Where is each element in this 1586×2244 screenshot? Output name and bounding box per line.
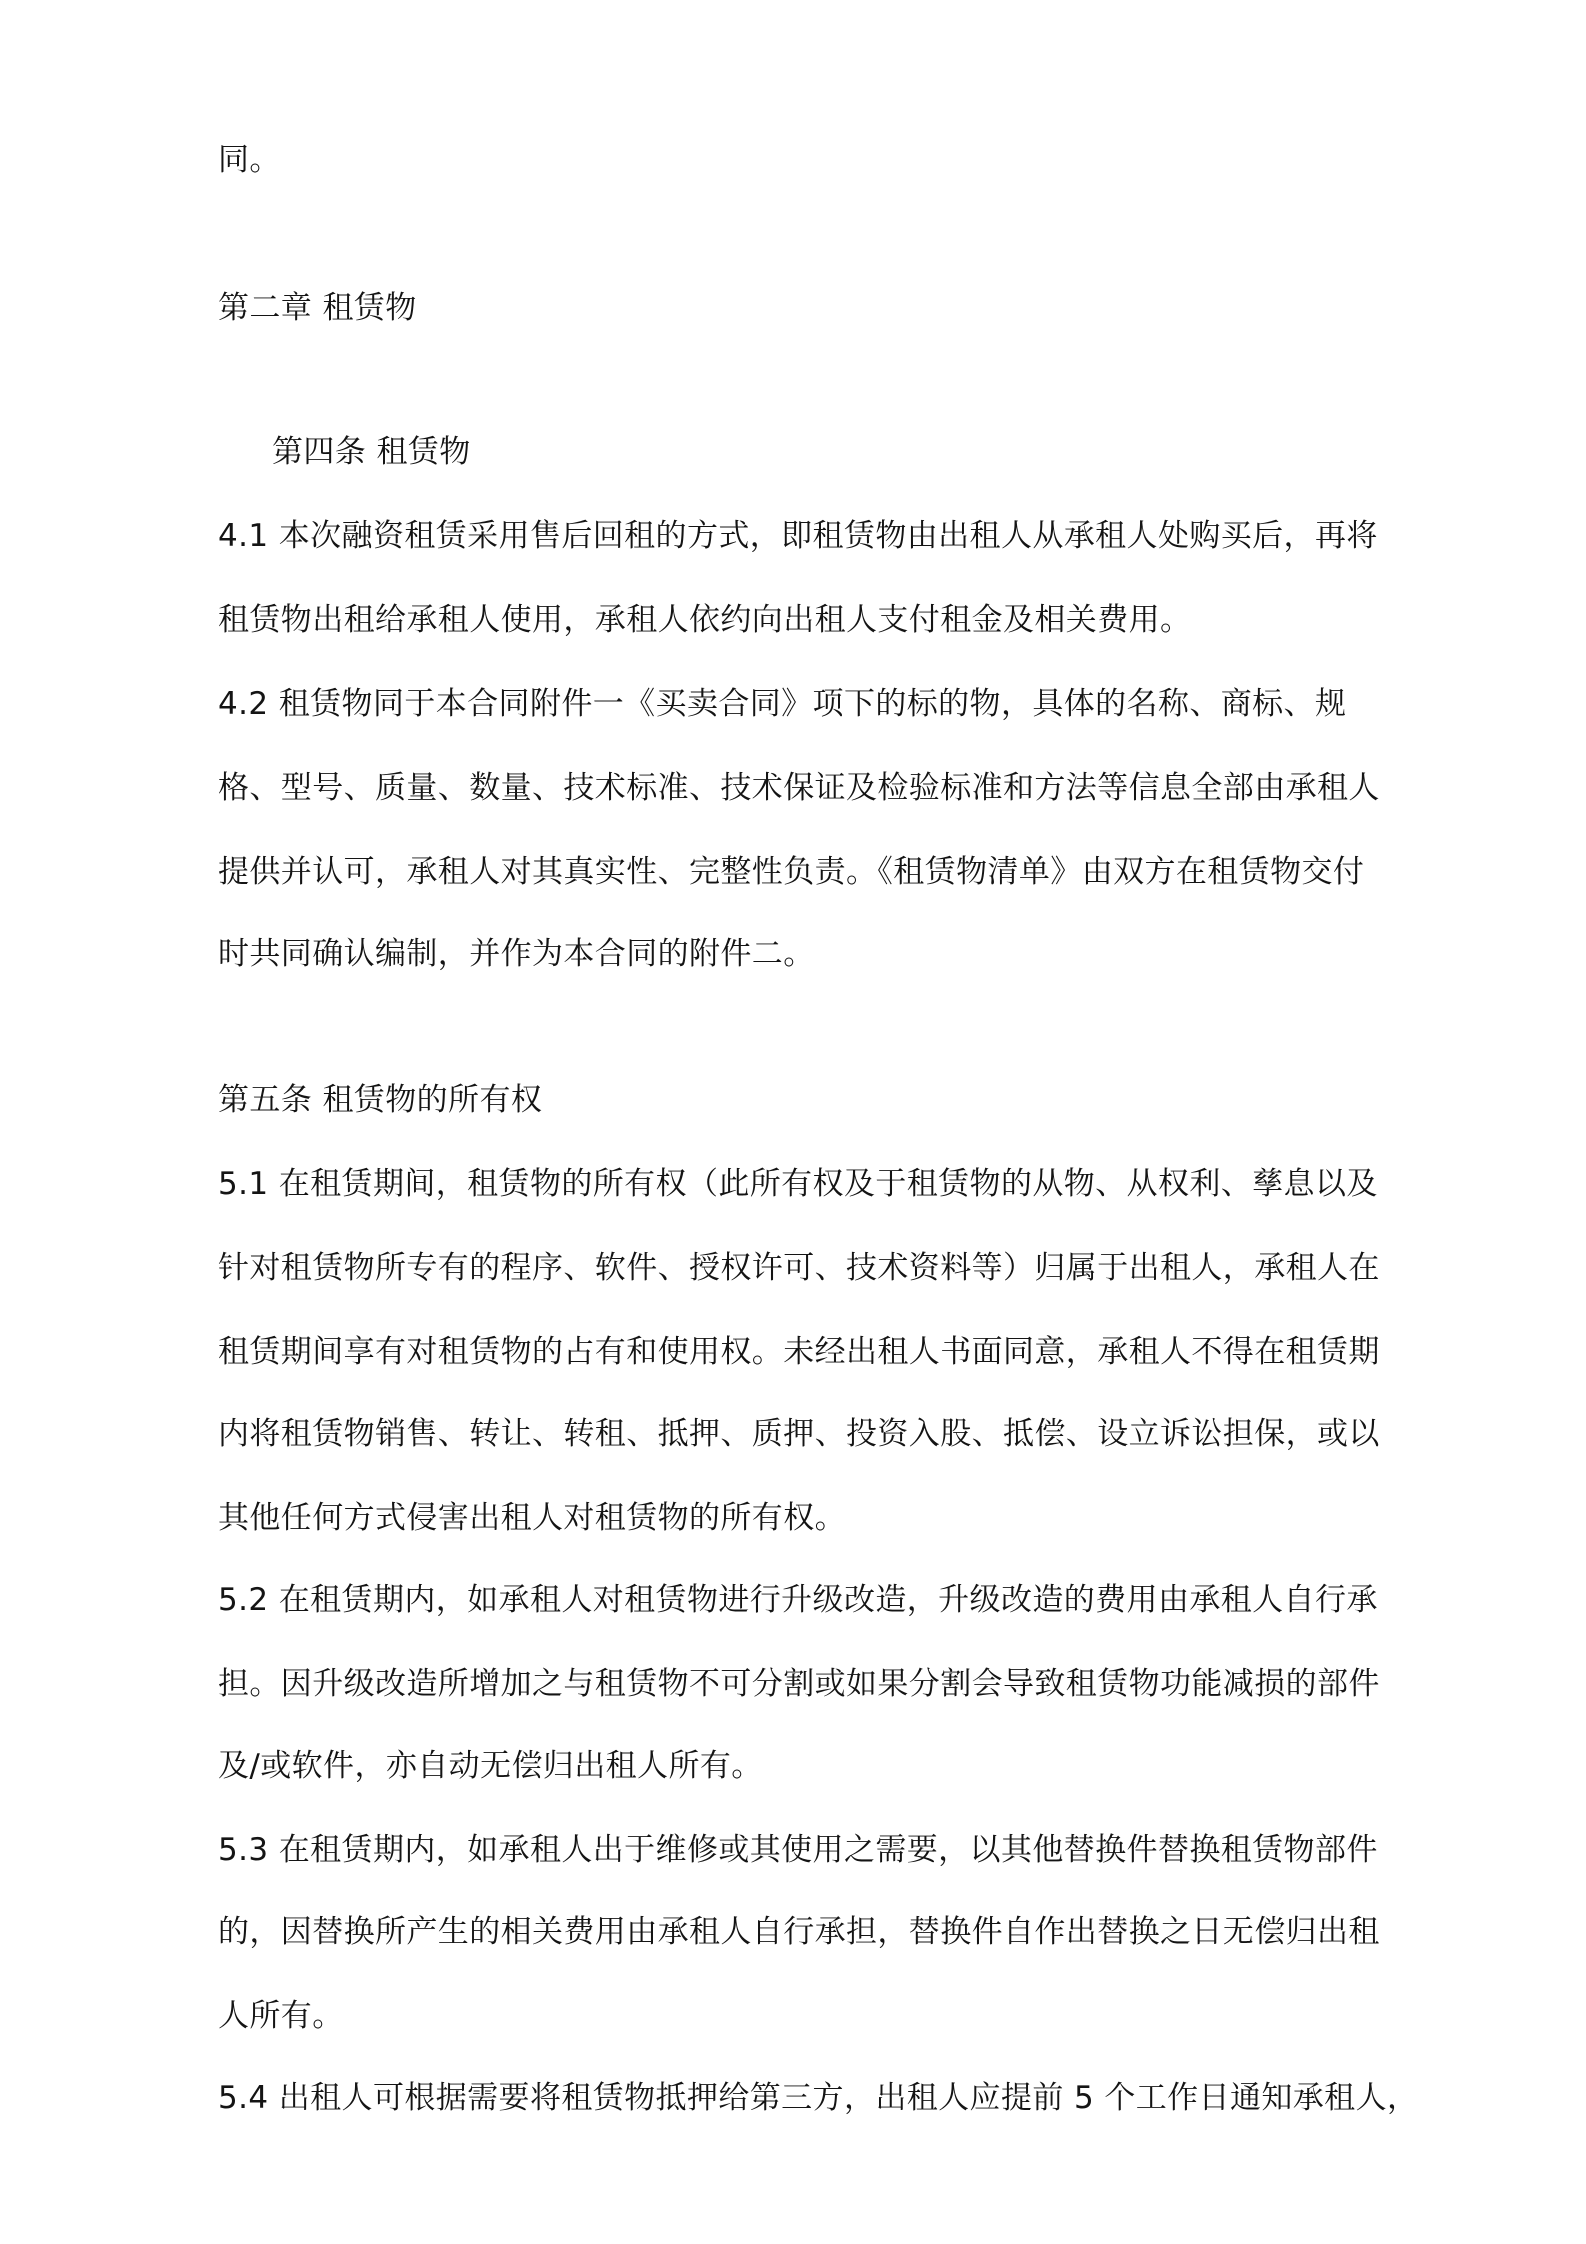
paragraph-line: 租赁期间享有对租赁物的占有和使用权。未经出租人书面同意，承租人不得在租赁期 [218, 1334, 1380, 1370]
paragraph-line: 时共同确认编制，并作为本合同的附件二。 [218, 936, 815, 972]
paragraph-line: 提供并认可，承租人对其真实性、完整性负责。《租赁物清单》由双方在租赁物交付 [218, 854, 1365, 890]
paragraph-line: 5.2 在租赁期内，如承租人对租赁物进行升级改造，升级改造的费用由承租人自行承 [218, 1582, 1378, 1618]
paragraph-line: 的，因替换所产生的相关费用由承租人自行承担，替换件自作出替换之日无偿归出租 [218, 1914, 1380, 1950]
article-heading: 第五条 租赁物的所有权 [218, 1082, 543, 1118]
paragraph-line: 同。 [218, 142, 281, 178]
paragraph-line: 5.3 在租赁期内，如承租人出于维修或其使用之需要，以其他替换件替换租赁物部件 [218, 1832, 1378, 1868]
paragraph-line: 5.1 在租赁期间，租赁物的所有权（此所有权及于租赁物的从物、从权利、孳息以及 [218, 1166, 1378, 1202]
paragraph-line: 4.2 租赁物同于本合同附件一《买卖合同》项下的标的物，具体的名称、商标、规 [218, 686, 1347, 722]
paragraph-line: 针对租赁物所专有的程序、软件、授权许可、技术资料等）归属于出租人，承租人在 [218, 1250, 1380, 1286]
paragraph-line: 担。因升级改造所增加之与租赁物不可分割或如果分割会导致租赁物功能减损的部件 [218, 1666, 1380, 1702]
paragraph-line: 及/或软件，亦自动无偿归出租人所有。 [218, 1748, 763, 1784]
paragraph-line: 格、型号、质量、数量、技术标准、技术保证及检验标准和方法等信息全部由承租人 [218, 770, 1380, 806]
paragraph-line: 内将租赁物销售、转让、转租、抵押、质押、投资入股、抵偿、设立诉讼担保，或以 [218, 1416, 1380, 1452]
paragraph-line: 其他任何方式侵害出租人对租赁物的所有权。 [218, 1500, 846, 1536]
paragraph-line: 租赁物出租给承租人使用，承租人依约向出租人支付租金及相关费用。 [218, 602, 1192, 638]
chapter-heading: 第二章 租赁物 [218, 290, 417, 326]
paragraph-line: 5.4 出租人可根据需要将租赁物抵押给第三方，出租人应提前 5 个工作日通知承租人， [218, 2080, 1419, 2116]
paragraph-line: 4.1 本次融资租赁采用售后回租的方式，即租赁物由出租人从承租人处购买后，再将 [218, 518, 1378, 554]
article-heading: 第四条 租赁物 [272, 434, 471, 470]
paragraph-line: 人所有。 [218, 1998, 344, 2034]
